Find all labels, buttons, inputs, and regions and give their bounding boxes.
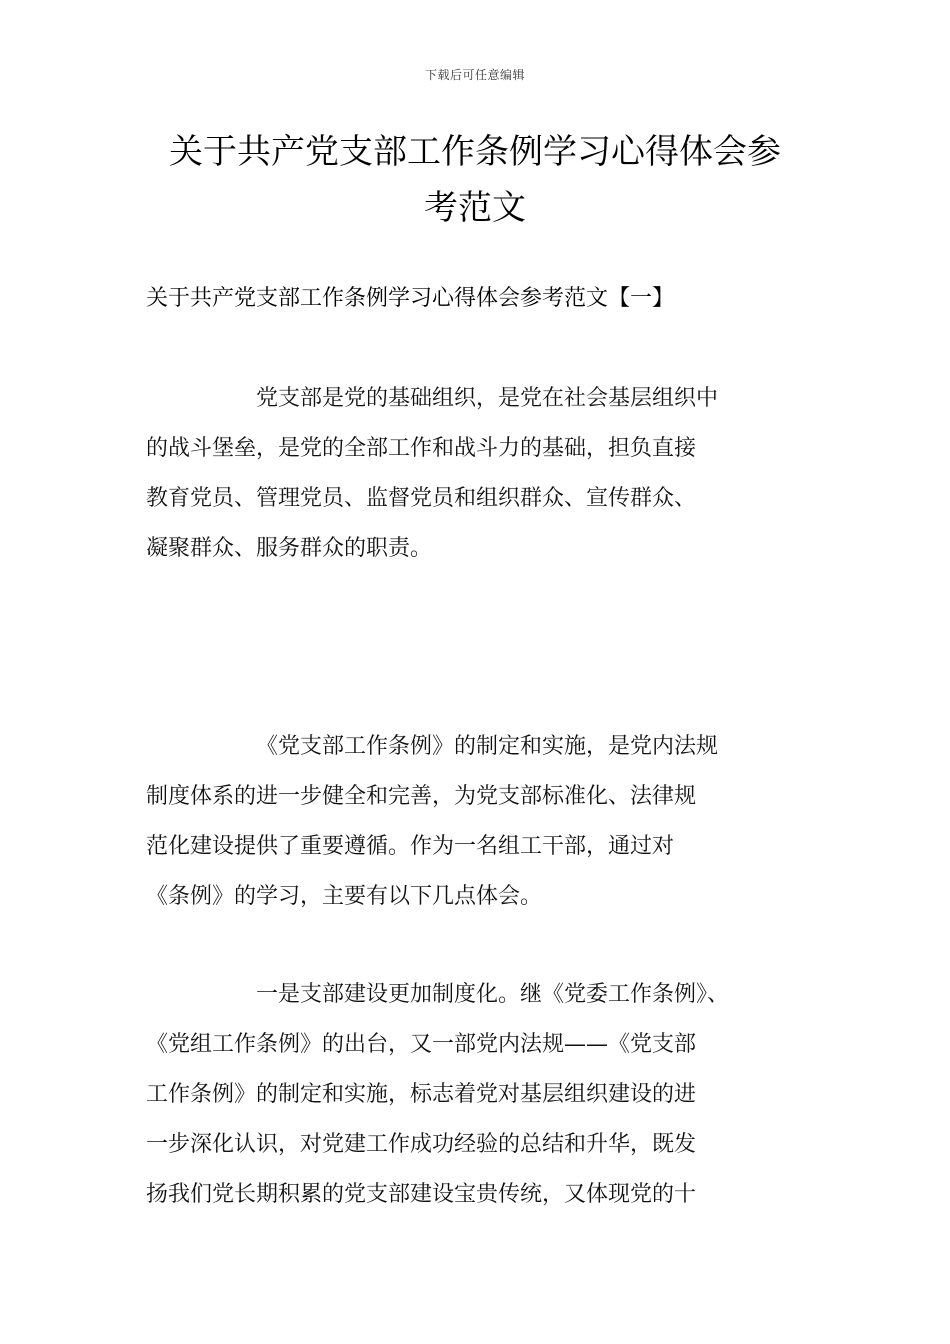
paragraph-line: 制度体系的进一步健全和完善，为党支部标准化、法律规 bbox=[146, 784, 697, 809]
paragraph-line: 一步深化认识，对党建工作成功经验的总结和升华，既发 bbox=[146, 1132, 697, 1157]
paragraph-line: 一是支部建设更加制度化。继《党委工作条例》、 bbox=[256, 982, 730, 1007]
paragraph-line: 党支部是党的基础组织，是党在社会基层组织中 bbox=[256, 386, 719, 411]
document-title bbox=[120, 124, 830, 236]
paragraph-line: 凝聚群众、服务群众的职责。 bbox=[146, 536, 433, 561]
paragraph-line: 《条例》的学习，主要有以下几点体会。 bbox=[146, 884, 543, 909]
section-subtitle: 关于共产党支部工作条例学习心得体会参考范文【一】 bbox=[146, 286, 675, 311]
paragraph-line: 工作条例》的制定和实施，标志着党对基层组织建设的进 bbox=[146, 1082, 697, 1107]
paragraph-line: 的战斗堡垒，是党的全部工作和战斗力的基础，担负直接 bbox=[146, 436, 697, 461]
paragraph-line: 扬我们党长期积累的党支部建设宝贵传统，又体现党的十 bbox=[146, 1182, 697, 1207]
paragraph-1 bbox=[146, 374, 808, 574]
header-note: 下载后可任意编辑 bbox=[424, 68, 525, 82]
paragraph-3 bbox=[146, 970, 808, 1220]
paragraph-line: 范化建设提供了重要遵循。作为一名组工干部，通过对 bbox=[146, 834, 675, 859]
paragraph-line: 《党支部工作条例》的制定和实施，是党内法规 bbox=[256, 734, 719, 759]
paragraph-line: 教育党员、管理党员、监督党员和组织群众、宣传群众、 bbox=[146, 486, 697, 511]
paragraph-line: 《党组工作条例》的出台，又一部党内法规——《党支部 bbox=[146, 1032, 697, 1057]
paragraph-2 bbox=[146, 722, 808, 922]
title-line-2: 考范文 bbox=[424, 188, 526, 228]
title-line-1: 关于共产党支部工作条例学习心得体会参 bbox=[169, 132, 781, 172]
